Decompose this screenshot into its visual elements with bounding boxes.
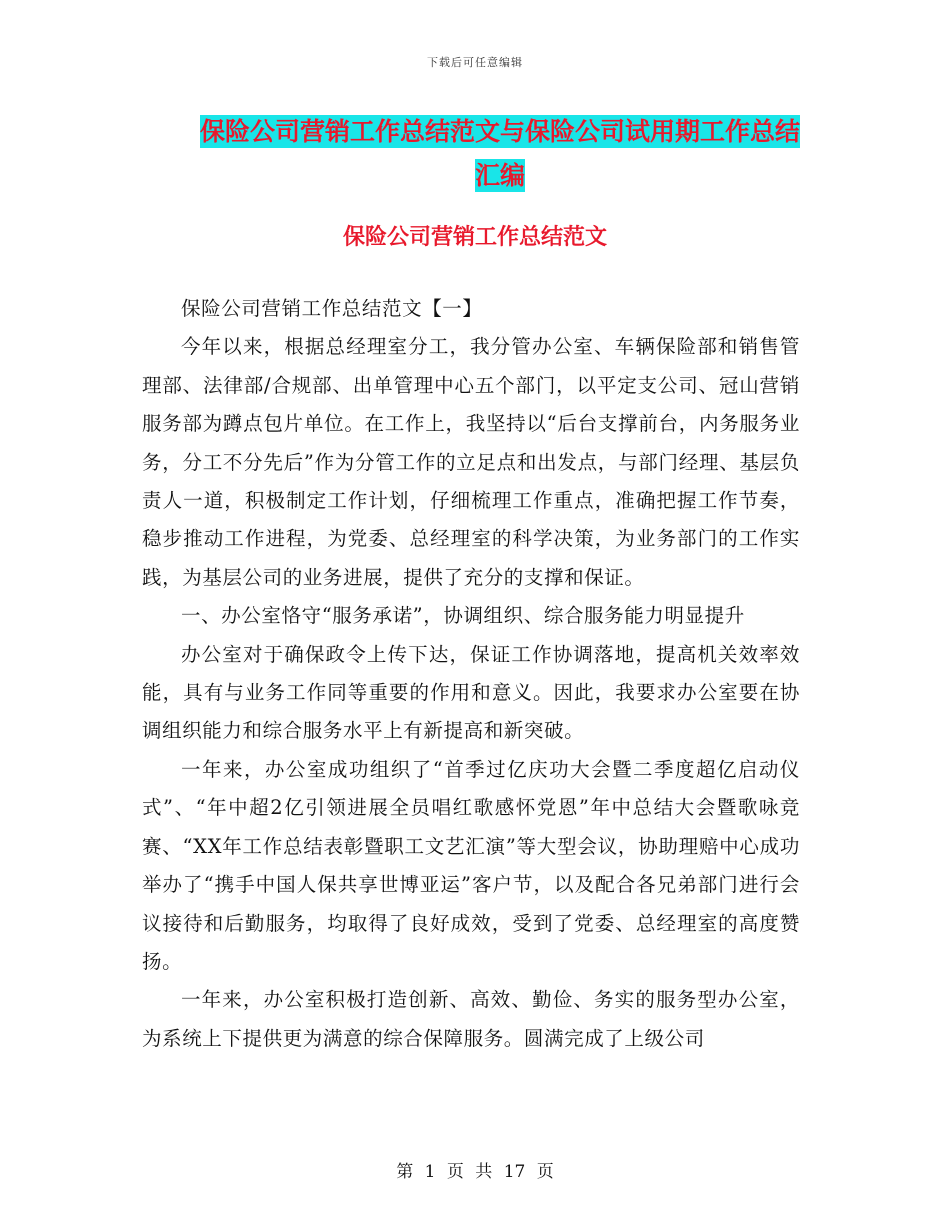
document-title (195, 110, 805, 198)
paragraph-subtitle: 保险公司营销工作总结范文【一】 (181, 297, 483, 320)
paragraph-heading: 一、办公室恪守“服务承诺”，协调组织、综合服务能力明显提升 (181, 604, 745, 628)
paragraph: 今年以来，根据总经理室分工，我分管办公室、车辆保险部和销售管理部、法律部/合规部、出单管理中心五个部门，以平定支公司、冠山营销服务部为蹲点包片单位。在工作上，我坚持以“后台支撑前台，内务服务业务，分工不分先后”作为分管工作的立足点和出发点，与部门经理、基层负责人一道，积极制定工作计划，仔细梳理工作重点，准确把握工作节奏，稳步推动工作进程，为党委、总经理室的科学决策，为业务部门的工作实践，为基层公司的业务进展，提供了充分的支撑和保证。 (142, 335, 800, 589)
paragraph: 办公室对于确保政令上传下达，保证工作协调落地，提高机关效率效能，具有与业务工作同等重要的作用和意义。因此，我要求办公室要在协调组织能力和综合服务水平上有新提高和新突破。 (142, 642, 800, 743)
page-footer: 第 1 页 共 17 页 (396, 1162, 554, 1182)
document-title-text: 保险公司营销工作总结范文与保险公司试用期工作总结汇编 (199, 117, 800, 190)
section-title: 保险公司营销工作总结范文 (342, 225, 607, 250)
header-note: 下载后可任意编辑 (427, 56, 523, 69)
paragraph: 一年来，办公室积极打造创新、高效、勤俭、务实的服务型办公室，为系统上下提供更为满意的综合保障服务。圆满完成了上级公司 (142, 988, 800, 1050)
document-body (142, 290, 800, 1058)
paragraph: 一年来，办公室成功组织了“首季过亿庆功大会暨二季度超亿启动仪式”、“年中超2亿引领进展全员唱红歌感怀党恩”年中总结大会暨歌咏竞赛、“XX年工作总结表彰暨职工文艺汇演”等大型会议，协助理赔中心成功举办了“携手中国人保共享世博亚运”客户节，以及配合各兄弟部门进行会议接待和后勤服务，均取得了良好成效，受到了党委、总经理室的高度赞扬。 (142, 757, 800, 973)
